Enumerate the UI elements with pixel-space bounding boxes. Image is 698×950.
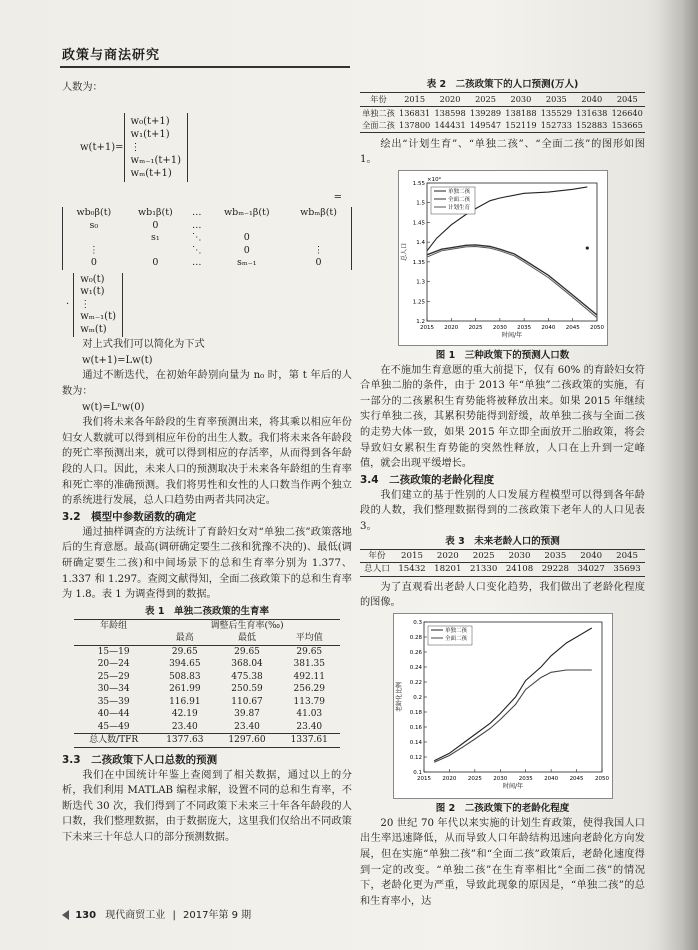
- table-cell: 136831: [399, 107, 431, 118]
- section-heading-3-2: 3.2 模型中参数函数的确定: [62, 510, 197, 523]
- matrix-cell: s₀: [89, 219, 99, 231]
- arrow-left-icon: [62, 910, 69, 920]
- table-cell: 29228: [541, 564, 570, 575]
- x-tick-label: 2015: [416, 775, 431, 782]
- table-cell: 2030: [510, 94, 532, 104]
- paragraph: 在不施加生育意愿的重大前提下，仅有 60% 的育龄妇女符合单独二胎的条件，由于 2013 年“单独”二孩政策的实施，有一部分的二孩累积生育势能将被释放出来。如果 2015 年继续实行单独二孩，其累积势能得到舒缓，故单独二孩与全面二孩的走势大体一致，如果 2015 年立即全面放开二胎政策，将会导致妇女累积生育势能的突然性释放，人口在上升到一定峰值，就会出现平缓增长。: [360, 364, 645, 470]
- matrix-cell: s₁: [151, 232, 160, 244]
- y-tick-label: 0.22: [409, 679, 422, 686]
- table-cell: 21330: [470, 564, 498, 575]
- table-cell: 2045: [616, 94, 638, 104]
- vec-line: w₀(t): [80, 273, 105, 285]
- table-header: 平均值: [295, 633, 323, 644]
- table-cell: 152883: [576, 120, 608, 130]
- vec-line: wₘ(t): [80, 323, 107, 335]
- x-axis-label: 时间/年: [501, 331, 522, 339]
- table-cell: 23.40: [234, 721, 260, 732]
- table-cell: 1337.61: [290, 735, 328, 746]
- y-tick-label: 0.16: [409, 724, 422, 731]
- equation: w(t)=Lⁿw(0): [82, 401, 145, 413]
- x-tick-label: 2050: [594, 775, 609, 782]
- vec-line: wₘ₋₁(t+1): [130, 155, 182, 167]
- table-cell: 15432: [398, 564, 426, 575]
- y-axis-label: 老龄化比例: [395, 681, 403, 712]
- paragraph: 20 世纪 70 年代以来实施的计划生育政策，使得我国人口出生率迅速降低，从而导致人口年龄结构迅速向老龄化方向发展，但在实施“单独二孩”和“全面二孩”政策后，老龄化速度得到一定的改变。“单独二孩”在生育率相比“全面二孩”的情况下，老龄化更为严重，导致此现象的原因是，“单独二孩”的总和生育率小，达: [360, 817, 645, 907]
- x-tick-label: 2015: [419, 324, 434, 331]
- journal-name: 现代商贸工业: [105, 910, 166, 921]
- matrix-cell: wbₘβ(t): [300, 207, 337, 219]
- table-cell: 39.87: [234, 709, 260, 720]
- legend-label: 全面二孩: [444, 635, 467, 642]
- table-cell: 24108: [505, 564, 534, 575]
- matrix-cell: wbₘ₋₁β(t): [223, 207, 270, 219]
- legend-label: 单独二孩: [444, 627, 467, 634]
- table-cell: 2035: [545, 94, 567, 104]
- intro-text: 人数为：: [62, 82, 103, 93]
- table-1-caption: 表 1 单独二孩政策的生育率: [145, 605, 269, 617]
- table-cell: 23.40: [171, 721, 198, 732]
- table-row: [74, 708, 341, 721]
- y-tick-label: 1.3: [415, 279, 425, 286]
- table-header: [74, 632, 154, 645]
- x-tick-label: 2050: [589, 324, 604, 331]
- series-line-0: [434, 628, 592, 761]
- x-tick-label: 2045: [565, 324, 580, 331]
- matrix-cell: [207, 220, 286, 233]
- y-tick-label: 1.2: [415, 318, 425, 325]
- table-cell: 152119: [505, 120, 537, 130]
- table-cell: 年份: [368, 550, 386, 561]
- table-cell: 29.65: [296, 646, 323, 657]
- paragraph: 通过不断迭代，在初始年龄别向量为 n₀ 时，第 t 年后的人数为：: [62, 370, 352, 397]
- matrix-cell: wb₀β(t): [76, 207, 112, 219]
- x-tick-label: 2025: [468, 324, 483, 331]
- table-cell: 149547: [469, 120, 502, 130]
- y-tick-label: 0.28: [409, 634, 422, 641]
- table-row: [74, 658, 341, 671]
- vec-line: w₁(t): [80, 286, 105, 298]
- y-tick-label: 1.5: [415, 200, 425, 207]
- footer-separator: |: [172, 910, 176, 921]
- x-tick-label: 2040: [540, 324, 555, 331]
- figure-1: [398, 170, 608, 346]
- table-cell: 2030: [508, 550, 531, 561]
- paragraph: 绘出“计划生育”、“单独二孩”、“全面二孩”的图形如图 1。: [360, 138, 645, 166]
- table-row: [360, 119, 645, 132]
- table-cell: 137800: [399, 120, 431, 130]
- table-cell: 508.83: [169, 671, 201, 682]
- y-tick-label: 1.25: [412, 298, 425, 305]
- paragraph: 为了直观看出老龄人口变化趋势，我们做出了老龄化程度的图像。: [360, 581, 645, 609]
- figure-1-caption: 图 1 三种政策下的预测人口数: [435, 349, 570, 361]
- table-header: 最高: [175, 633, 194, 644]
- table-1-body: [74, 645, 341, 747]
- table-cell: 2015: [401, 550, 423, 561]
- legend-label: 全面二孩: [447, 196, 470, 203]
- x-tick-label: 2020: [441, 775, 456, 782]
- table-cell: 全面二孩: [362, 120, 395, 130]
- table-cell: 20—24: [97, 659, 130, 670]
- table-cell: 1377.63: [166, 735, 204, 746]
- table-row: [74, 734, 341, 748]
- table-3-caption: 表 3 未来老龄人口的预测: [445, 535, 560, 547]
- y-tick-label: 1.4: [415, 239, 425, 246]
- matrix-cell: sₘ₋₁: [237, 257, 257, 269]
- table-cell: 年份: [370, 94, 387, 104]
- table-cell: 126640: [611, 107, 643, 118]
- y-tick-label: 0.12: [409, 754, 422, 761]
- y-tick-label: 1.45: [412, 220, 425, 227]
- table-cell: 23.40: [296, 721, 323, 732]
- matrix-cell: …: [192, 219, 202, 231]
- vec-line: w₁(t+1): [130, 129, 170, 141]
- paragraph: 我们在中国统计年鉴上查阅到了相关数据，通过以上的分析，我们利用 MATLAB 编程求解，设置不同的总和生育率，不断迭代 30 次，我们得到了不同政策下未来三十年各年龄段的人口数，我们整理数据，由于数据庞大，这里我们仅给出不同政策下未来三十年总人口的部分预测数据。: [62, 769, 352, 844]
- figure-1-chart: [399, 171, 607, 345]
- matrix-cell: …: [192, 207, 202, 219]
- vec-line: ⋮: [130, 142, 141, 154]
- matrix-cell: ⋱: [192, 244, 202, 256]
- legend-label: 计划生育: [447, 204, 470, 211]
- y-tick-label: 0.2: [412, 694, 422, 701]
- vec-line: wₘ(t+1): [130, 168, 172, 180]
- table-row: [74, 645, 341, 658]
- table-cell: 25—29: [97, 671, 130, 682]
- table-cell: 45—49: [97, 721, 130, 732]
- page-footer: [62, 906, 251, 921]
- table-cell: 135529: [540, 107, 572, 118]
- figure-2: [393, 613, 613, 799]
- table-cell: 113.79: [293, 696, 326, 707]
- table-1: [74, 619, 341, 748]
- table-cell: 153665: [611, 120, 643, 130]
- table-3: [360, 549, 645, 577]
- table-cell: 34027: [577, 564, 605, 575]
- equation: w(t+1)=Lw(t): [82, 354, 153, 366]
- table-cell: 394.65: [169, 659, 201, 670]
- table-header: 年龄组: [100, 620, 128, 631]
- table-cell: 144431: [434, 120, 466, 130]
- leslie-matrix: [62, 207, 352, 270]
- page-gutter-shadow: [658, 0, 698, 950]
- table-2-head: [360, 93, 645, 107]
- data-point-marker: [585, 246, 588, 249]
- paragraph: 我们将未来各年龄段的生育率预测出来，将其乘以相应年份妇女人数就可以得到相应年份的出生人数。我们将未来各年龄段的死亡率预测出来，就可以得到相应的存活率，从而得到各年龄段的人口。因此，未来人口的预测取决于未来各年龄组的生育率和死亡率的准确预测。我们将男性和女性的人口数当作两个独立的系统进行发展，总人口趋势由两者共同决定。: [62, 417, 352, 507]
- x-tick-label: 2025: [467, 775, 482, 782]
- table-2-caption: 表 2 二孩政策下的人口预测(万人): [426, 79, 579, 90]
- matrix-cell: 0: [152, 257, 159, 269]
- vec-line: ⋮: [80, 298, 91, 310]
- table-cell: 152733: [540, 120, 572, 130]
- table-cell: 110.67: [231, 696, 263, 707]
- table-header: 最低: [238, 633, 257, 644]
- table-cell: 475.38: [231, 671, 263, 682]
- table-cell: 42.19: [171, 709, 198, 720]
- vec-line: wₘ₋₁(t): [80, 311, 116, 323]
- table-cell: 261.99: [169, 684, 201, 695]
- matrix-cell: [286, 220, 351, 233]
- right-column: [360, 78, 645, 909]
- table-cell: 15—19: [97, 646, 130, 657]
- matrix-cell: [125, 245, 186, 258]
- series-line-2: [427, 246, 597, 317]
- paragraph: 通过抽样调查的方法统计了育龄妇女对“单独二孩”政策落地后的生育意愿。最高(调研确定要生二孩和犹豫不决的)、最低(调研确定要生二孩)和中间场景下的总和生育率分别为 1.377、1.337 和 1.297。查阅文献得知，全面二孩政策下的总和生育率为 1.8。表 1 为调查得到的数据。: [62, 526, 352, 601]
- y-tick-label: 0.26: [409, 649, 422, 656]
- matrix-cell: 0: [315, 257, 322, 269]
- x-tick-label: 2045: [569, 775, 584, 782]
- vec-line: w₀(t+1): [130, 116, 170, 128]
- table-cell: 381.35: [293, 659, 326, 670]
- matrix-cell: 0: [152, 219, 159, 231]
- header-rule: [60, 66, 350, 68]
- matrix-table: [62, 207, 352, 270]
- matrix-cell: ⋱: [192, 232, 202, 244]
- matrix-cell: 0: [243, 244, 250, 256]
- table-3-head: [360, 549, 645, 563]
- table-cell: 2020: [439, 94, 461, 104]
- table-cell: 2035: [544, 550, 567, 561]
- x-tick-label: 2040: [543, 775, 558, 782]
- matrix-cell: …: [192, 257, 202, 269]
- matrix-cell: ⋮: [89, 244, 99, 256]
- matrix-cell: 0: [90, 257, 97, 269]
- equation-vector-rhs: [66, 273, 352, 338]
- left-column: [62, 80, 352, 846]
- table-cell: 2020: [436, 550, 459, 561]
- table-cell: 2040: [581, 94, 603, 104]
- table-row: [74, 696, 341, 709]
- table-cell: 2045: [616, 550, 638, 561]
- x-tick-label: 2035: [518, 775, 533, 782]
- table-cell: 35—39: [97, 696, 130, 707]
- y-axis-label: 总人口: [400, 242, 408, 261]
- table-cell: 138598: [434, 107, 466, 118]
- section-heading-3-3: 3.3 二孩政策下人口总数的预测: [62, 753, 218, 766]
- table-cell: 116.91: [169, 696, 201, 707]
- matrix-cell: [63, 232, 125, 245]
- y-tick-label: 0.14: [409, 739, 422, 746]
- table-cell: 131638: [576, 107, 608, 118]
- table-cell: 单独二孩: [362, 107, 395, 118]
- y-tick-label: 0.1: [412, 769, 422, 776]
- table-cell: 29.65: [234, 646, 260, 657]
- table-cell: 256.29: [293, 684, 326, 695]
- table-row: [74, 671, 341, 684]
- paragraph: 我们建立的基于性别的人口发展方程模型可以得到各年龄段的人数，我们整理数据得到的二孩政策下老年人的人口见表 3。: [360, 489, 645, 533]
- y-tick-label: 0.3: [412, 619, 422, 626]
- x-axis-label: 时间/年: [502, 782, 523, 790]
- series-line-1: [434, 670, 592, 762]
- y-tick-label: 0.18: [409, 709, 422, 716]
- table-cell: 35693: [613, 564, 641, 575]
- x-tick-label: 2035: [516, 324, 531, 331]
- table-row: [360, 106, 645, 119]
- journal-issue: 2017年第 9 期: [183, 910, 252, 921]
- y-tick-label: 1.55: [412, 180, 425, 187]
- matrix-cell: wb₁β(t): [138, 207, 173, 219]
- table-cell: 18201: [434, 564, 462, 575]
- matrix-cell: [286, 232, 351, 245]
- vector-w-t1: [124, 113, 189, 182]
- x-tick-label: 2030: [492, 324, 507, 331]
- equation-vector-lhs: [80, 100, 352, 196]
- y-tick-label: 0.24: [409, 664, 422, 671]
- figure-2-caption: 图 2 二孩政策下的老龄化程度: [435, 802, 570, 814]
- times-sign: ·: [66, 299, 70, 311]
- matrix-cell: ⋮: [313, 244, 324, 256]
- table-cell: 总人数/TFR: [89, 735, 139, 746]
- table-3-row: [360, 563, 645, 577]
- table-cell: 2025: [472, 550, 495, 561]
- table-row: [74, 721, 341, 734]
- table-row: [74, 683, 341, 696]
- legend-label: 单独二孩: [447, 188, 470, 195]
- y-tick-label: 1.35: [412, 259, 425, 266]
- table-cell: 368.04: [231, 659, 263, 670]
- table-2: [360, 92, 645, 133]
- table-cell: 492.11: [293, 671, 326, 682]
- x-tick-label: 2030: [492, 775, 507, 782]
- x-tick-label: 2020: [443, 324, 458, 331]
- equals-sign: =: [333, 191, 342, 203]
- table-cell: 250.59: [231, 684, 263, 695]
- table-cell: 2015: [404, 94, 426, 104]
- table-cell: 40—44: [97, 709, 130, 720]
- section-heading-3-4: 3.4 二孩政策的老龄化程度: [360, 473, 495, 486]
- table-cell: 2040: [580, 550, 603, 561]
- page-number: 130: [75, 910, 97, 921]
- table-cell: 138188: [505, 107, 537, 118]
- table-cell: 29.65: [171, 646, 198, 657]
- vector-w-t: [73, 273, 123, 338]
- table-cell: 41.03: [296, 709, 323, 720]
- figure-2-chart: [394, 614, 612, 798]
- vec-lhs-label: w(t+1)=: [80, 141, 124, 153]
- matrix-cell: 0: [243, 232, 250, 244]
- table-header: 调整后生育率(‰): [210, 620, 284, 631]
- table-2-body: [360, 106, 645, 132]
- y-axis-exponent: ×10⁹: [426, 176, 441, 183]
- paragraph: 对上式我们可以简化为下式: [82, 339, 205, 351]
- table-cell: 30—34: [97, 684, 130, 695]
- table-cell: 1297.60: [228, 735, 266, 746]
- section-header: 政策与商法研究: [62, 48, 161, 63]
- table-cell: 139289: [469, 107, 502, 118]
- table-cell: 2025: [475, 94, 496, 104]
- table-cell: 总人口: [364, 564, 390, 575]
